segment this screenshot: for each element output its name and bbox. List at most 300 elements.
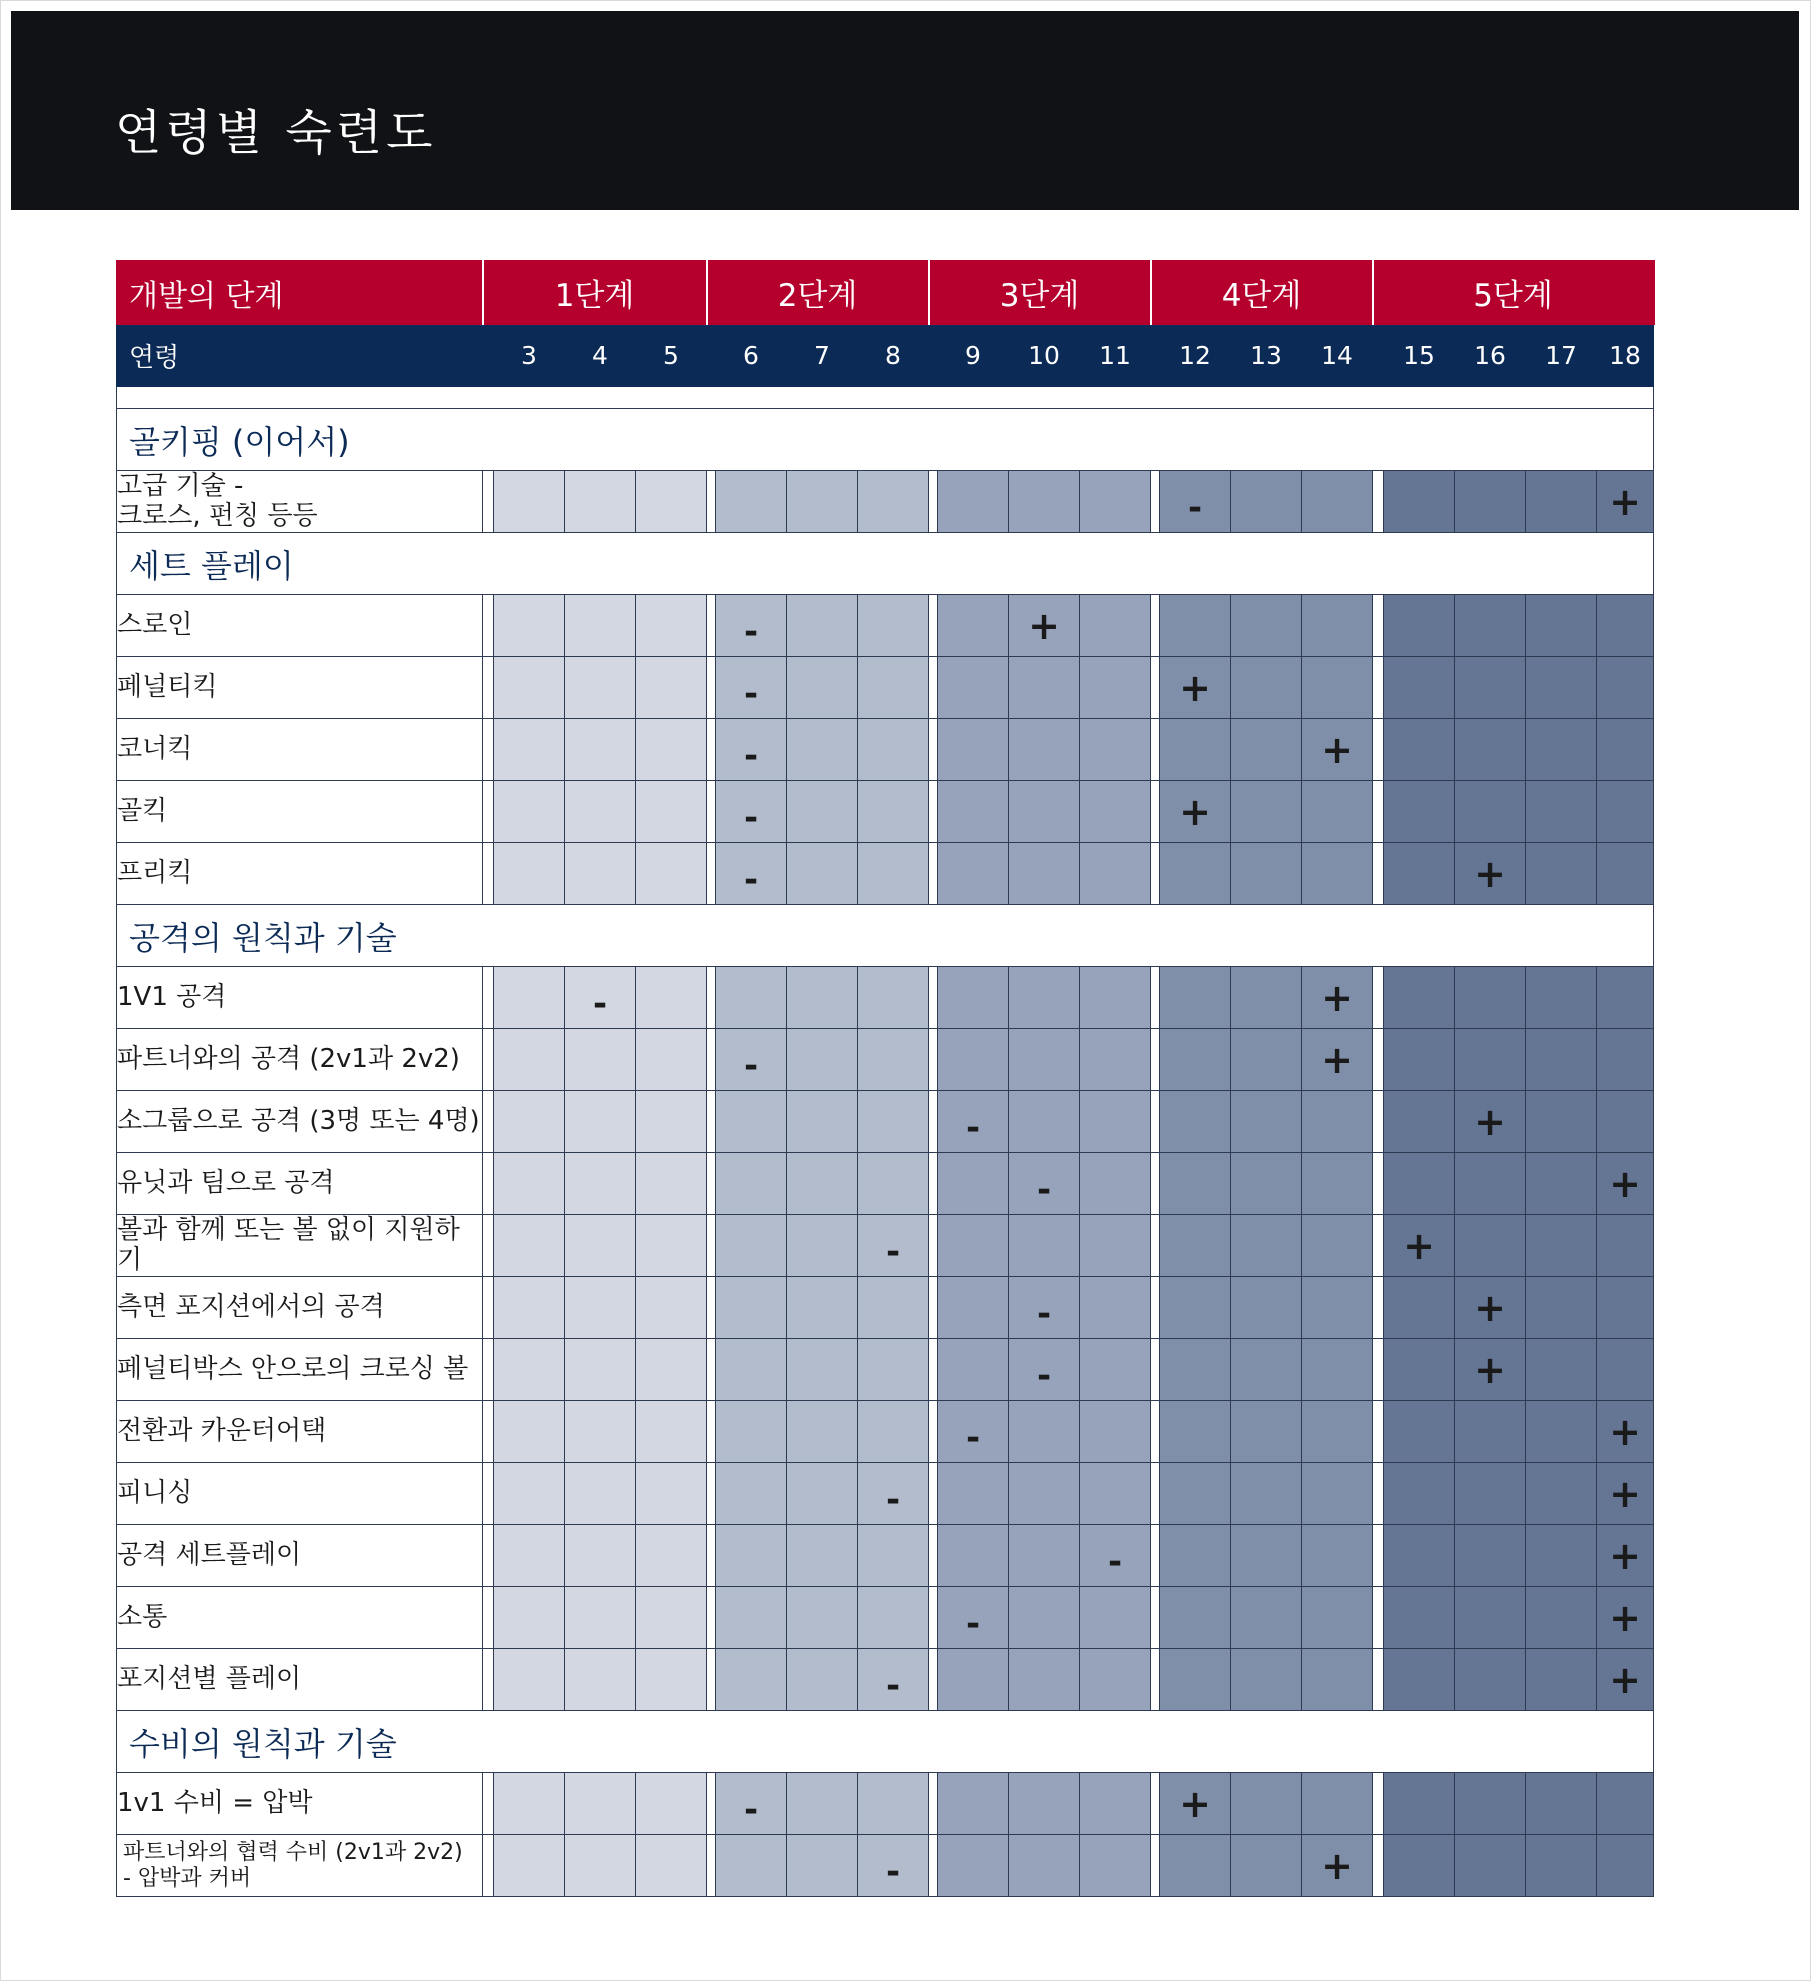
column-gap — [483, 967, 494, 1029]
age-cell — [494, 1525, 565, 1587]
age-cell — [1080, 1153, 1151, 1215]
skill-row — [117, 781, 1654, 843]
stage-header-1: 1단계 — [483, 261, 707, 325]
age-cell — [1597, 1277, 1654, 1339]
age-cell — [1009, 1339, 1080, 1401]
age-cell — [716, 719, 787, 781]
age-cell — [1231, 843, 1302, 905]
age-cell — [938, 657, 1009, 719]
column-gap — [483, 1525, 494, 1587]
stage-gap — [1373, 719, 1384, 781]
stage-gap — [707, 471, 716, 533]
stage-gap — [1373, 1525, 1384, 1587]
age-cell — [1160, 595, 1231, 657]
age-cell — [938, 1649, 1009, 1711]
age-cell — [494, 967, 565, 1029]
skill-row — [117, 1649, 1654, 1711]
age-cell — [1302, 1401, 1373, 1463]
age-cell — [565, 1153, 636, 1215]
age-cell — [1160, 1277, 1231, 1339]
section-title: 공격의 원칙과 기술 — [117, 905, 1654, 967]
stage-gap — [707, 1153, 716, 1215]
age-cell — [716, 1401, 787, 1463]
section-header-row — [117, 905, 1654, 967]
skill-row — [117, 1587, 1654, 1649]
age-3: 3 — [494, 325, 565, 387]
plus-marker: + — [1609, 1533, 1641, 1578]
skill-label: 고급 기술 - 크로스, 펀칭 등등 — [117, 471, 483, 533]
age-cell — [1526, 1091, 1597, 1153]
plus-marker: + — [1609, 1595, 1641, 1640]
age-cell — [636, 595, 707, 657]
age-cell — [1526, 967, 1597, 1029]
minus-marker: - — [1187, 487, 1203, 528]
age-cell — [494, 1029, 565, 1091]
age-cell — [1526, 1215, 1597, 1277]
stage-gap — [707, 719, 716, 781]
age-cell — [1597, 1215, 1654, 1277]
plus-marker: + — [1321, 1037, 1353, 1082]
stage-gap — [1373, 1401, 1384, 1463]
column-gap — [483, 595, 494, 657]
age-cell — [1009, 719, 1080, 781]
age-cell — [494, 781, 565, 843]
age-cell — [1231, 781, 1302, 843]
column-gap — [483, 657, 494, 719]
age-cell — [494, 719, 565, 781]
age-cell — [1455, 595, 1526, 657]
skill-row — [117, 657, 1654, 719]
age-cell — [787, 843, 858, 905]
age-cell — [1160, 719, 1231, 781]
stage-gap — [1151, 1215, 1160, 1277]
age-cell — [1009, 1215, 1080, 1277]
age-cell — [938, 1835, 1009, 1897]
plus-marker: + — [1179, 1781, 1211, 1826]
age-cell — [787, 1773, 858, 1835]
age-cell — [565, 1277, 636, 1339]
skill-label: 측면 포지션에서의 공격 — [117, 1277, 483, 1339]
age-cell — [494, 1153, 565, 1215]
age-cell — [938, 1277, 1009, 1339]
section-title: 세트 플레이 — [117, 533, 1654, 595]
stage-gap — [1151, 471, 1160, 533]
age-cell — [716, 1773, 787, 1835]
age-cell — [1384, 1649, 1455, 1711]
minus-marker: - — [1036, 1355, 1052, 1396]
age-cell — [938, 1339, 1009, 1401]
stage-gap — [707, 1649, 716, 1711]
age-cell — [716, 1525, 787, 1587]
section-title: 골키핑 (이어서) — [117, 409, 1654, 471]
age-cell — [636, 719, 707, 781]
age-18: 18 — [1597, 325, 1654, 387]
skill-label: 피니싱 — [117, 1463, 483, 1525]
age-6: 6 — [716, 325, 787, 387]
age-cell — [1009, 1091, 1080, 1153]
age-cell — [716, 1463, 787, 1525]
age-cell — [1597, 843, 1654, 905]
age-cell — [1231, 1773, 1302, 1835]
age-cell — [1526, 781, 1597, 843]
stage-gap — [929, 657, 938, 719]
stage-gap — [929, 1587, 938, 1649]
age-cell — [938, 1525, 1009, 1587]
age-cell — [858, 1091, 929, 1153]
plus-marker: + — [1609, 1471, 1641, 1516]
age-cell — [787, 1029, 858, 1091]
age-cell — [1231, 1153, 1302, 1215]
minus-marker: - — [885, 1231, 901, 1272]
skill-row — [117, 1215, 1654, 1277]
age-cell — [1080, 1649, 1151, 1711]
stage-gap — [929, 1463, 938, 1525]
age-cell — [1160, 1525, 1231, 1587]
stage-gap — [1151, 1835, 1160, 1897]
age-cell — [1080, 1525, 1151, 1587]
stage-gap — [1373, 1029, 1384, 1091]
skill-row — [117, 1029, 1654, 1091]
age-cell — [938, 719, 1009, 781]
age-cell — [1009, 1773, 1080, 1835]
column-gap — [483, 1401, 494, 1463]
skill-label: 포지션별 플레이 — [117, 1649, 483, 1711]
age-cell — [787, 1587, 858, 1649]
age-cell — [1455, 967, 1526, 1029]
age-cell — [1160, 471, 1231, 533]
age-cell — [636, 1463, 707, 1525]
plus-marker: + — [1609, 1657, 1641, 1702]
age-cell — [938, 1463, 1009, 1525]
age-cell — [1526, 1463, 1597, 1525]
age-cell — [716, 1153, 787, 1215]
stage-gap — [707, 1029, 716, 1091]
age-cell — [1597, 1463, 1654, 1525]
stage-gap — [707, 1277, 716, 1339]
stage-gap — [929, 843, 938, 905]
age-cell — [1597, 1835, 1654, 1897]
age-cell — [1160, 967, 1231, 1029]
age-cell — [1597, 1649, 1654, 1711]
age-cell — [565, 1587, 636, 1649]
age-cell — [716, 967, 787, 1029]
stage-gap — [707, 1215, 716, 1277]
age-cell — [1302, 843, 1373, 905]
age-cell — [787, 1277, 858, 1339]
stage-gap — [929, 967, 938, 1029]
stage-header-label: 개발의 단계 — [117, 261, 483, 325]
age-cell — [1597, 1091, 1654, 1153]
age-cell — [1009, 1587, 1080, 1649]
column-gap — [483, 1153, 494, 1215]
age-cell — [858, 967, 929, 1029]
age-cell — [1080, 1339, 1151, 1401]
age-cell — [565, 781, 636, 843]
age-cell — [938, 471, 1009, 533]
age-cell — [1160, 657, 1231, 719]
age-cell — [1455, 1091, 1526, 1153]
age-cell — [636, 1835, 707, 1897]
age-cell — [938, 1091, 1009, 1153]
age-cell — [716, 657, 787, 719]
age-cell — [1302, 1215, 1373, 1277]
age-cell — [1597, 719, 1654, 781]
stage-gap — [1373, 1091, 1384, 1153]
skill-label: 1V1 공격 — [117, 967, 483, 1029]
skill-label: 골킥 — [117, 781, 483, 843]
stage-gap — [1373, 1835, 1384, 1897]
age-cell — [494, 1339, 565, 1401]
age-cell — [565, 595, 636, 657]
plus-marker: + — [1474, 1099, 1506, 1144]
column-gap — [483, 1339, 494, 1401]
stage-gap — [929, 1339, 938, 1401]
age-cell — [1160, 1091, 1231, 1153]
age-cell — [1302, 1649, 1373, 1711]
age-cell — [1160, 781, 1231, 843]
stage-header-4: 4단계 — [1151, 261, 1373, 325]
minus-marker: - — [885, 1851, 901, 1892]
skill-label: 파트너와의 협력 수비 (2v1과 2v2) - 압박과 커버 — [117, 1835, 483, 1897]
minus-marker: - — [965, 1603, 981, 1644]
age-cell — [1384, 1215, 1455, 1277]
skill-row — [117, 1463, 1654, 1525]
age-cell — [1302, 1091, 1373, 1153]
minus-marker: - — [965, 1417, 981, 1458]
age-cell — [787, 1153, 858, 1215]
age-cell — [858, 843, 929, 905]
age-cell — [858, 1339, 929, 1401]
age-cell — [1455, 471, 1526, 533]
minus-marker: - — [592, 983, 608, 1024]
age-cell — [1009, 1525, 1080, 1587]
stage-gap — [1151, 1773, 1160, 1835]
age-cell — [636, 1153, 707, 1215]
age-cell — [1302, 1773, 1373, 1835]
age-cell — [1526, 1277, 1597, 1339]
age-cell — [1597, 595, 1654, 657]
age-cell — [1231, 1339, 1302, 1401]
age-cell — [636, 1649, 707, 1711]
age-cell — [1597, 657, 1654, 719]
stage-gap — [707, 843, 716, 905]
stage-gap — [929, 471, 938, 533]
minus-marker: - — [1036, 1293, 1052, 1334]
age-cell — [565, 657, 636, 719]
minus-marker: - — [1107, 1541, 1123, 1582]
age-cell — [1597, 471, 1654, 533]
stage-gap — [1151, 657, 1160, 719]
age-cell — [494, 843, 565, 905]
age-cell — [1160, 1401, 1231, 1463]
stage-gap — [1151, 1587, 1160, 1649]
age-cell — [787, 657, 858, 719]
skill-row — [117, 1525, 1654, 1587]
column-gap — [483, 719, 494, 781]
age-cell — [1455, 719, 1526, 781]
age-cell — [716, 471, 787, 533]
skill-row — [117, 1773, 1654, 1835]
age-cell — [565, 1773, 636, 1835]
age-cell — [1080, 1587, 1151, 1649]
stage-gap — [1373, 657, 1384, 719]
page-title: 연령별 숙련도 — [115, 105, 437, 161]
age-cell — [1080, 1277, 1151, 1339]
stage-gap — [1373, 1463, 1384, 1525]
skill-row — [117, 1277, 1654, 1339]
age-cell — [858, 1463, 929, 1525]
age-cell — [1009, 1835, 1080, 1897]
age-cell — [1597, 1401, 1654, 1463]
stage-gap — [707, 781, 716, 843]
age-cell — [1384, 1277, 1455, 1339]
age-cell — [1009, 843, 1080, 905]
age-cell — [1009, 1277, 1080, 1339]
age-cell — [1302, 1525, 1373, 1587]
age-cell — [1597, 1525, 1654, 1587]
skill-row — [117, 719, 1654, 781]
age-cell — [494, 1835, 565, 1897]
section-header-row — [117, 409, 1654, 471]
age-cell — [1597, 781, 1654, 843]
age-cell — [494, 1649, 565, 1711]
stage-gap — [707, 595, 716, 657]
age-cell — [858, 657, 929, 719]
skill-row — [117, 1091, 1654, 1153]
skill-label: 볼과 함께 또는 볼 없이 지원하기 — [117, 1215, 483, 1277]
age-cell — [1231, 1215, 1302, 1277]
age-cell — [787, 1463, 858, 1525]
stage-gap — [929, 1525, 938, 1587]
plus-marker: + — [1028, 603, 1060, 648]
minus-marker: - — [885, 1665, 901, 1706]
age-cell — [1009, 657, 1080, 719]
stage-gap — [1373, 781, 1384, 843]
age-cell — [636, 1277, 707, 1339]
skill-row — [117, 843, 1654, 905]
age-cell — [1526, 657, 1597, 719]
age-cell — [1384, 843, 1455, 905]
column-gap — [483, 781, 494, 843]
age-cell — [1009, 967, 1080, 1029]
age-cell — [787, 1835, 858, 1897]
age-cell — [1302, 1153, 1373, 1215]
minus-marker: - — [743, 735, 759, 776]
plus-marker: + — [1609, 1409, 1641, 1454]
age-cell — [1231, 1835, 1302, 1897]
age-cell — [1231, 1463, 1302, 1525]
stage-gap — [1373, 595, 1384, 657]
age-cell — [858, 1649, 929, 1711]
age-cell — [1231, 657, 1302, 719]
skill-row — [117, 595, 1654, 657]
column-gap — [483, 843, 494, 905]
plus-marker: + — [1474, 851, 1506, 896]
minus-marker: - — [743, 1045, 759, 1086]
stage-gap — [929, 719, 938, 781]
age-cell — [1009, 1153, 1080, 1215]
age-9: 9 — [938, 325, 1009, 387]
age-cell — [858, 1277, 929, 1339]
age-cell — [565, 719, 636, 781]
age-cell — [1231, 1401, 1302, 1463]
age-cell — [716, 1029, 787, 1091]
skill-row — [117, 967, 1654, 1029]
stage-gap — [1151, 1463, 1160, 1525]
column-gap — [483, 1215, 494, 1277]
age-cell — [565, 843, 636, 905]
column-gap — [483, 1463, 494, 1525]
stage-gap — [929, 1091, 938, 1153]
skill-row — [117, 1835, 1654, 1897]
age-cell — [636, 657, 707, 719]
age-cell — [1080, 719, 1151, 781]
stage-gap — [707, 1587, 716, 1649]
age-cell — [1302, 781, 1373, 843]
age-cell — [1160, 1339, 1231, 1401]
age-cell — [1384, 1339, 1455, 1401]
stage-header-row — [117, 261, 1654, 325]
minus-marker: - — [885, 1479, 901, 1520]
age-cell — [1455, 1153, 1526, 1215]
section-header-row — [117, 533, 1654, 595]
stage-gap — [1373, 1153, 1384, 1215]
age-cell — [494, 1463, 565, 1525]
column-gap — [483, 1773, 494, 1835]
section-title: 수비의 원칙과 기술 — [117, 1711, 1654, 1773]
age-cell — [565, 1029, 636, 1091]
minus-marker: - — [743, 673, 759, 714]
skill-label: 전환과 카운터어택 — [117, 1401, 483, 1463]
age-cell — [1526, 1587, 1597, 1649]
age-cell — [1231, 1029, 1302, 1091]
age-cell — [1080, 1773, 1151, 1835]
age-cell — [858, 471, 929, 533]
stage-gap — [929, 1649, 938, 1711]
age-cell — [787, 1525, 858, 1587]
stage-header-2: 2단계 — [707, 261, 929, 325]
age-cell — [787, 1401, 858, 1463]
age-cell — [1384, 967, 1455, 1029]
age-cell — [1455, 843, 1526, 905]
stage-gap — [1151, 1277, 1160, 1339]
stage-gap — [1151, 1649, 1160, 1711]
stage-gap — [1151, 1029, 1160, 1091]
age-cell — [1526, 595, 1597, 657]
age-cell — [494, 1773, 565, 1835]
age-cell — [1160, 1463, 1231, 1525]
skill-label: 페널티킥 — [117, 657, 483, 719]
plus-marker: + — [1321, 727, 1353, 772]
age-cell — [1231, 1091, 1302, 1153]
age-cell — [1455, 1587, 1526, 1649]
age-cell — [716, 1091, 787, 1153]
age-cell — [938, 595, 1009, 657]
age-cell — [1231, 1525, 1302, 1587]
age-10: 10 — [1009, 325, 1080, 387]
age-cell — [565, 1649, 636, 1711]
age-cell — [787, 781, 858, 843]
age-cell — [494, 1587, 565, 1649]
age-cell — [565, 1401, 636, 1463]
stage-gap — [1151, 1401, 1160, 1463]
age-cell — [494, 1401, 565, 1463]
stage-gap — [1151, 1153, 1160, 1215]
age-cell — [1384, 1463, 1455, 1525]
age-cell — [787, 1215, 858, 1277]
plus-marker: + — [1179, 665, 1211, 710]
age-cell — [1526, 1029, 1597, 1091]
